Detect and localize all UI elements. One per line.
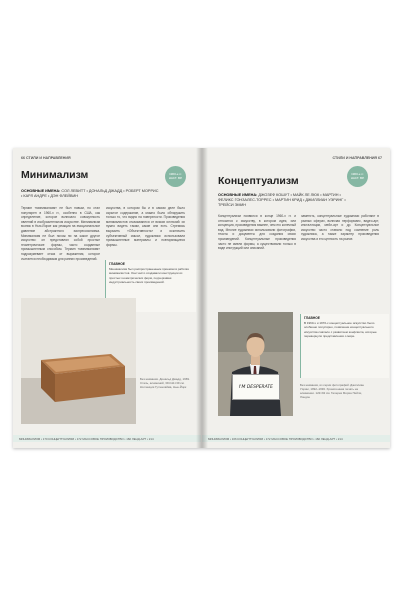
right-date-badge — [347, 166, 368, 187]
left-body-col-1: Термин «минимализм» не был новым, но стал популярен в 1960-х гг., особенно в США, как определение, которое включало совокупность явлений в изобразительном искусстве. Минимализм возник в Нью-Йорке как реакция на эмоциональное давление абстрактного экспрессионизма. Минимализм не был похож ни на какое другое искусство: он представлял собой простые геометрические формы, часто созданные промышленным способом. Термин «минимализм» подразумевает отказ от выражения, которое считается необходимым для ранних произведений. — [21, 206, 100, 261]
right-photo-caption: Без названия, из серии фотографий. Джиллиан Уэринг, 1992–1993. Хромогенная печать на алюминии. 122×92 см. Галерея Морин Пейли, Лондон — [300, 383, 364, 399]
desperate-sign — [232, 374, 280, 400]
right-body-col-2: заметить, концептуальные художники работают в разных сферах, включая перформанс, видео-арт, инсталляции, мейл-арт и др. Концептуальное искусство часто ставило под сомнение роль художника, а также характер произведения искусства и его ценность на рынке. — [301, 214, 379, 241]
right-page-title: Концептуализм — [218, 175, 299, 187]
right-text-col-1 — [218, 214, 296, 310]
left-date-badge — [165, 166, 186, 187]
left-text-col-1 — [21, 206, 100, 294]
minimalism-artwork-photo — [21, 298, 136, 424]
right-footer-links: МИНИМАЛИЗМ • 166 КОНЦЕПТУАЛИЗМ • 172 МАССОВОЕ ПРОИЗВОДСТВО • 182 ЛЕНД-АРТ • 214 — [208, 436, 343, 441]
right-names-list: ДЖОЗЕФ КОШУТ • МАЙК ЛЕ ЛЮК • МАРТИН • ФЕЛИКС ГОНЗАЛЕС-ТОРРЕС • МАРТИН КРИД • ДЖИЛЛИАН УЭРИНГ • ТРЕЙСИ ЭМИН — [218, 193, 346, 207]
left-footer-links: МИНИМАЛИЗМ • 170 КОНЦЕПТУАЛИЗМ • 172 МАССОВОЕ ПРОИЗВОДСТВО • 182 ЛЕНД-АРТ • 214 — [19, 436, 154, 441]
book-spread — [13, 148, 390, 448]
left-names-list: СОЛ ЛЕВИТТ • ДОНАЛЬД ДЖАДД • РОБЕРТ МОРРИС • КАРЛ АНДРЕ • ДЭН ФЛЕЙВИН — [21, 189, 159, 198]
right-page-header: СТИЛИ И НАПРАВЛЕНИЯ 67 — [332, 156, 382, 160]
book-gutter — [196, 148, 208, 448]
right-infobox-text: В 1960-х и 1970-х концептуальное искусство было особенно популярно, появление концептуального искусства совпало с развитием конфликта, которые перевернули представления о мире. — [304, 321, 377, 338]
left-page-title: Минимализм — [21, 169, 89, 181]
left-badge-end: НАСТ. ВР. — [168, 175, 183, 180]
left-badge-start: 1960-е гг. — [169, 171, 182, 176]
right-names-label: ОСНОВНЫЕ ИМЕНА: — [218, 193, 258, 197]
right-body-col-1: Концептуализм появился в конце 1960-х гг. и относится к искусству, в котором идея, или концепция, произведения важнее, чем его конечный вид. Многие художники использовали фотографии, тексты и документы для создания своих произведений. Концептуальные произведения часто не имели формы, а существовали только в виде инструкций или описаний. — [218, 214, 296, 251]
left-text-col-2 — [106, 206, 185, 256]
left-photo-caption: Без названия. Дональд Джадд, 1969. Сталь, алюминий, 39×111×39 см. Коллекция Гуггенхайма, Нью-Йорк — [140, 377, 190, 389]
left-page-footer — [13, 435, 201, 442]
right-infobox-title: ГЛАВНОЕ — [304, 316, 321, 320]
left-page — [13, 148, 201, 448]
left-infobox-text: Минимализм был распространенным приемом в работах минималистов. Они часто создавали конструкции из простых геометрических форм, подчеркивая индустриальность своих произведений. — [109, 267, 189, 284]
right-key-info-box — [300, 314, 389, 378]
left-key-names — [21, 189, 159, 199]
left-infobox-title: ГЛАВНОЕ — [109, 262, 126, 266]
conceptualism-artwork-photo — [218, 312, 293, 416]
right-badge-start: 1960-е гг. — [351, 171, 364, 176]
right-page-footer — [202, 435, 390, 442]
right-page — [202, 148, 390, 448]
left-names-label: ОСНОВНЫЕ ИМЕНА: — [21, 189, 61, 193]
sign-text: I'M DESPERATE — [238, 384, 274, 390]
right-text-col-2 — [301, 214, 379, 310]
right-key-names — [218, 193, 352, 208]
left-body-col-2: искусства, в котором бы и в самом деле было скрытое содержание, а можно было обнаружить только то, что видно на поверхности. Произведения минималистов отказываются от всяких иллюзий: их нужно видеть таким, какие они есть. Стремясь выразить «Объективность» и исключить субъективный смысл, художники использовали промышленные материалы и повторяющиеся формы. — [106, 206, 185, 247]
right-badge-end: НАСТ. ВР. — [350, 175, 365, 180]
left-page-header: 66 СТИЛИ И НАПРАВЛЕНИЯ — [21, 156, 71, 160]
